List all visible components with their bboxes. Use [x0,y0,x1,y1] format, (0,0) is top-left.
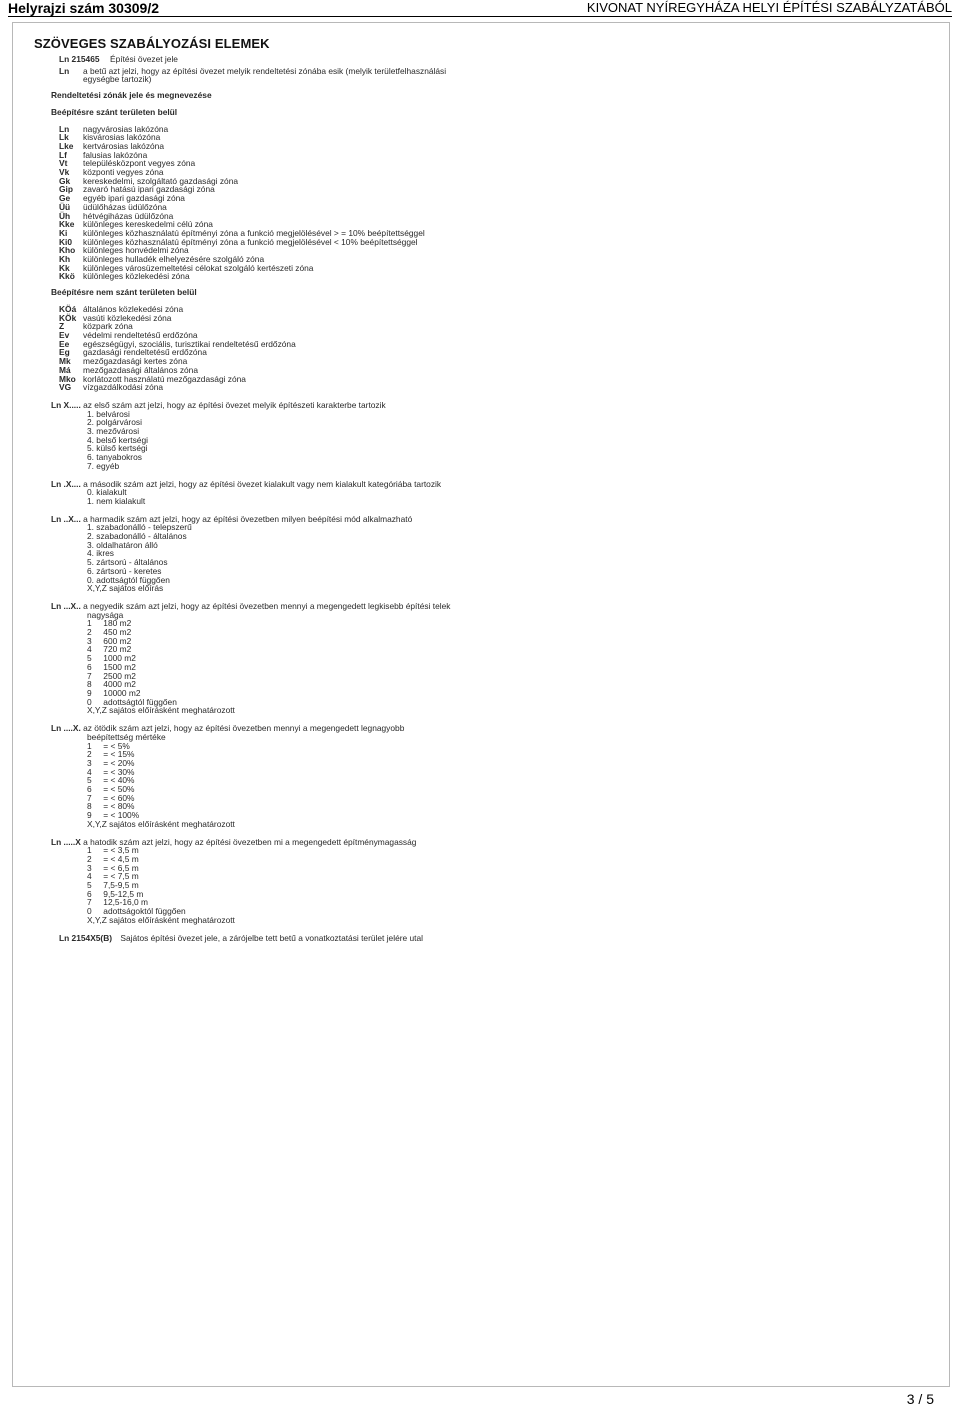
nonbuilt-area-heading: Beépítésre nem szánt területen belül [51,287,197,298]
code-option: 7 2500 m2 [87,670,136,681]
zone-code: Ki [59,227,68,238]
code-option: 1 180 m2 [87,618,132,629]
zone-label: különleges közhasználatú építményi zóna a funkció megjelölésével > = 10% beépítettséggel [83,227,425,238]
header-parcel-number: Helyrajzi szám 30309/2 [8,0,159,16]
zone-label: zavaró hatású ipari gazdasági zóna [83,184,215,195]
zone-label: különleges közhasználatú építményi zóna a funkció megjelölésével < 10% beépítettséggel [83,236,418,247]
zone-label: korlátozott használatú mezőgazdasági zóna [83,373,246,384]
code-option: 2. szabadonálló - általános [87,531,187,542]
zone-code: Kke [59,219,75,230]
code-position-description: a második szám azt jelzi, hogy az építési övezet kialakult vagy nem kialakult kategóriába tartozik [80,478,442,489]
code-option: 3 = < 20% [87,757,135,768]
code-option: 6 9,5-12,5 m [87,888,144,899]
code-option: 1 = < 5% [87,740,130,751]
zone-label: különleges közlekedési zóna [83,271,190,282]
code-option: 1. szabadonálló - telepszerű [87,522,192,533]
code-position-description: a hatodik szám azt jelzi, hogy az építési övezetben mi a megengedett építménymagasság [80,836,417,847]
zone-label: kertvárosias lakózóna [83,140,164,151]
code-option: X,Y,Z sajátos előírás [87,583,164,594]
code-option: 9 = < 100% [87,810,140,821]
zone-label: egyéb ipari gazdasági zóna [83,193,185,204]
zone-label: különleges hulladék elhelyezésére szolgáló zóna [83,254,265,265]
code-option: 4 720 m2 [87,644,132,655]
zone-label: kisvárosias lakózóna [83,132,161,143]
code-option: X,Y,Z sajátos előírásként meghatározott [87,914,235,925]
code-position-block [51,515,484,593]
code-option: 5 1000 m2 [87,653,136,664]
code-position-definitions [34,401,484,925]
code-option: 3 600 m2 [87,635,132,646]
code-option: 8 = < 80% [87,801,135,812]
code-option: 6. zártsorú - keretes [87,565,162,576]
code-option: 5. külső kertségi [87,443,148,454]
special-zone-code: Ln 2154X5(B) [59,932,113,943]
code-option: 7. egyéb [87,460,120,471]
code-option: 2 450 m2 [87,627,132,638]
zone-code: Z [59,321,65,332]
zone-code: KÖk [59,312,77,323]
code-option: 5. zártsorú - általános [87,557,168,568]
zone-code: Lf [59,149,67,160]
zone-label: nagyvárosias lakózóna [83,123,169,134]
ln-description: a betű azt jelzi, hogy az építési övezet melyik rendeltetési zónába esik (melyik területfelhasználási egységbe tartozik) [83,65,447,85]
zone-code: Ge [59,193,71,204]
code-position-pattern: Ln ..X... [51,513,81,524]
zone-code: Üh [59,210,71,221]
zone-label: gazdasági rendeltetésű erdőzóna [83,347,207,358]
zone-label: különleges honvédelmi zóna [83,245,189,256]
zone-row [59,383,484,392]
zone-label: védelmi rendeltetésű erdőzóna [83,329,198,340]
zone-label: központi vegyes zóna [83,167,164,178]
zone-label: üdülőházas üdülőzóna [83,201,167,212]
zone-code: Ev [59,329,70,340]
nonbuilt-zone-list [59,305,484,392]
code-position-block [51,480,484,506]
zone-label: mezőgazdasági kertes zóna [83,356,188,367]
zone-code: Kh [59,254,71,265]
ln-explanation [59,67,484,84]
zone-label: falusias lakózóna [83,149,148,160]
example-label: Építési övezet jele [110,54,178,64]
example-code: Ln 215465 [59,54,100,64]
code-option: X,Y,Z sajátos előírásként meghatározott [87,705,235,716]
code-option: 5 7,5-9,5 m [87,880,139,891]
zone-label: vízgazdálkodási zóna [83,382,164,393]
header-document-title: KIVONAT NYÍREGYHÁZA HELYI ÉPÍTÉSI SZABÁLYZATÁBÓL [586,0,952,15]
ln-code: Ln [59,65,70,76]
zone-code: Ee [59,338,70,349]
code-position-block [51,838,484,925]
code-position-block [51,602,484,715]
code-position-block [51,401,484,471]
zone-code-example [59,55,484,64]
zone-code: KÖá [59,303,77,314]
code-option: 3 = < 6,5 m [87,862,139,873]
zone-code: Üü [59,201,71,212]
zone-code: Eg [59,347,70,358]
zone-code: Ki0 [59,236,73,247]
section-title: SZÖVEGES SZABÁLYOZÁSI ELEMEK [34,36,270,51]
code-option: 4 = < 7,5 m [87,871,139,882]
zone-code: Vt [59,158,68,169]
zone-label: mezőgazdasági általános zóna [83,364,199,375]
zone-code: Lke [59,140,74,151]
zone-code: Gip [59,184,73,195]
code-option: 1. nem kialakult [87,495,146,506]
code-option: 2 = < 15% [87,749,135,760]
code-option: 2 = < 4,5 m [87,853,139,864]
zone-label: általános közlekedési zóna [83,303,184,314]
code-position-pattern: Ln .X.... [51,478,81,489]
code-option: 8 4000 m2 [87,679,136,690]
code-position-description-continued: beépítettség mértéke [87,731,166,742]
code-position-description: az első szám azt jelzi, hogy az építési övezet melyik építészeti karakterbe tartozik [80,399,386,410]
code-position-pattern: Ln ....X. [51,723,81,734]
zone-code: Mk [59,356,71,367]
zone-code: Kk [59,262,70,273]
code-option: 6 = < 50% [87,784,135,795]
zone-label: egészségügyi, szociális, turisztikai rendeltetésű erdőzóna [83,338,296,349]
code-position-description-continued: nagysága [87,609,124,620]
code-option: 0 adottságtól függően [87,696,177,707]
zone-code: Ln [59,123,70,134]
zone-heading: Rendeltetési zónák jele és megnevezése [51,90,212,101]
code-option: 4 = < 30% [87,766,135,777]
code-option: 4. ikres [87,548,114,559]
code-option: 0. adottságtól függően [87,574,170,585]
code-option: 7 = < 60% [87,792,135,803]
zone-label: különleges kereskedelmi célú zóna [83,219,213,230]
zone-code: VG [59,382,72,393]
zone-row [59,272,484,281]
built-area-heading: Beépítésre szánt területen belül [51,106,178,117]
zone-label: különleges városüzemeltetési célokat szolgáló kertészeti zóna [83,262,314,273]
zone-code: Kho [59,245,76,256]
page-number: 3 / 5 [906,1391,934,1407]
zone-label: hétvégiházas üdülőzóna [83,210,174,221]
zone-label: kereskedelmi, szolgáltató gazdasági zóna [83,175,239,186]
code-option: 3. mezővárosi [87,426,140,437]
code-option: 2. polgárvárosi [87,417,142,428]
code-option: 6 1500 m2 [87,661,136,672]
zone-code: Lk [59,132,69,143]
special-zone-description: Sajátos építési övezet jele, a zárójelbe tett betű a vonatkoztatási terület jelére utal [120,932,424,943]
code-option: 1 = < 3,5 m [87,845,139,856]
code-position-pattern: Ln X..... [51,399,81,410]
zone-label: településközpont vegyes zóna [83,158,196,169]
code-position-pattern: Ln .....X [51,836,81,847]
zone-label: közpark zóna [83,321,133,332]
regulation-content [34,36,484,942]
zone-code: Má [59,364,71,375]
built-zone-list [59,125,484,282]
zone-code: Gk [59,175,71,186]
code-option: 1. belvárosi [87,408,130,419]
zone-code: Kkö [59,271,75,282]
code-option: 3. oldalhatáron álló [87,539,158,550]
code-option: 4. belső kertségi [87,434,148,445]
code-position-pattern: Ln ...X.. [51,600,81,611]
code-option: 0 adottságoktól függően [87,906,186,917]
code-position-description: a harmadik szám azt jelzi, hogy az építési övezetben milyen beépítési mód alkalmazható [80,513,413,524]
code-position-description: a negyedik szám azt jelzi, hogy az építési övezetben mennyi a megengedett legkisebb építési telek [80,600,451,611]
code-option: 0. kialakult [87,487,127,498]
zone-code: Vk [59,167,70,178]
code-option: X,Y,Z sajátos előírásként meghatározott [87,818,235,829]
zone-code: Mko [59,373,76,384]
special-zone-note [59,934,484,943]
zone-label: vasúti közlekedési zóna [83,312,172,323]
code-position-description: az ötödik szám azt jelzi, hogy az építési övezetben mennyi a megengedett legnagyobb [80,723,405,734]
code-position-block [51,724,484,828]
code-option: 9 10000 m2 [87,688,141,698]
page-header [8,0,952,17]
code-option: 7 12,5-16,0 m [87,897,148,908]
code-option: 5 = < 40% [87,775,135,786]
code-option: 6. tanyabokros [87,452,142,463]
